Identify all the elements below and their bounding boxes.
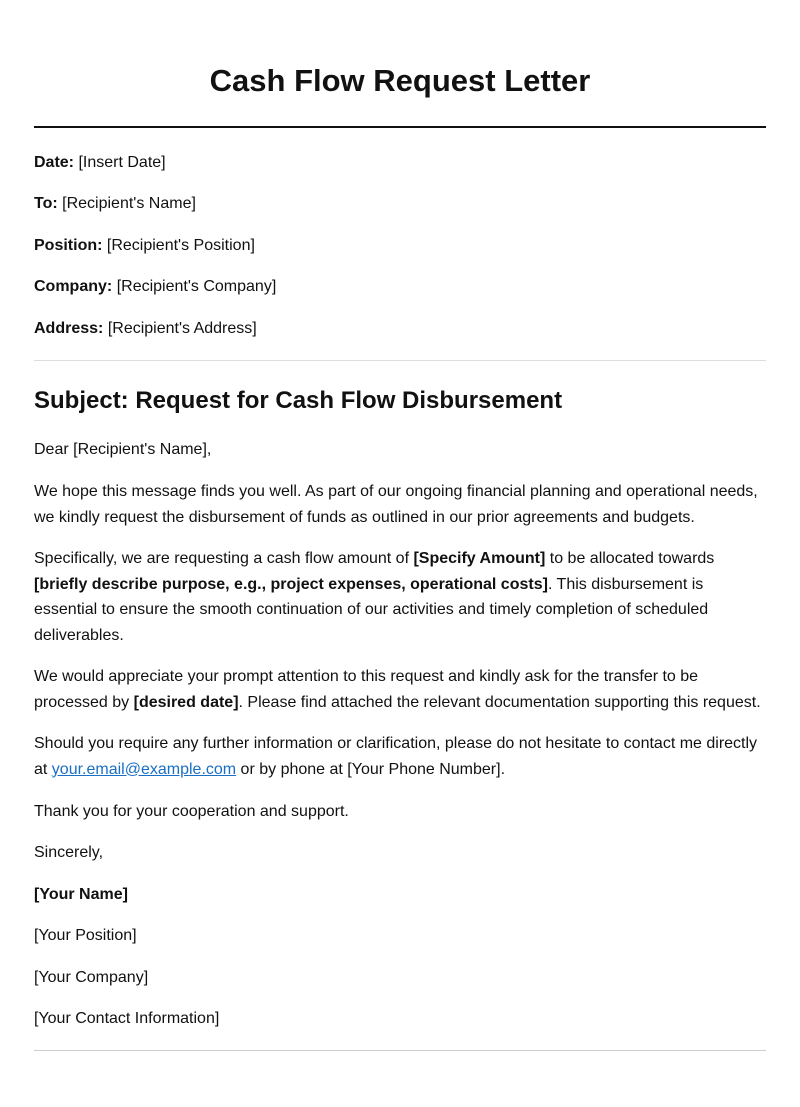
address-value: [Recipient's Address] xyxy=(107,320,257,337)
desired-date-placeholder: [desired date] xyxy=(133,693,239,711)
signature-contact: [Your Contact Information] xyxy=(34,1010,220,1027)
paragraph-1: We hope this message finds you well. As part of our ongoing financial planning and operational needs, we kindly request the disbursement of funds as outlined in our prior agreements and budgets. xyxy=(34,483,758,526)
signature-name xyxy=(34,882,766,908)
closing-line: Sincerely, xyxy=(34,844,104,861)
position-value: [Recipient's Position] xyxy=(106,237,255,254)
position-field xyxy=(34,233,766,259)
amount-placeholder: [Specify Amount] xyxy=(413,550,546,567)
paragraph-2-text-3: . This disbursement is essential to ensure the smooth continuation of our activities and timely completion of scheduled deliverables. xyxy=(34,575,709,644)
paragraph-2-text-2: to be allocated towards xyxy=(545,550,715,567)
footer-divider xyxy=(34,1050,766,1051)
paragraph-3 xyxy=(34,664,766,715)
company-label: Company: xyxy=(34,278,113,295)
paragraph-4 xyxy=(34,731,766,782)
subject-heading: Subject: Request for Cash Flow Disbursement xyxy=(34,387,563,414)
to-field xyxy=(34,191,766,217)
paragraph-4-text-2: or by phone at [Your Phone Number]. xyxy=(236,760,506,778)
to-label: To: xyxy=(34,195,58,212)
date-value: [Insert Date] xyxy=(78,154,166,171)
position-label: Position: xyxy=(34,237,103,254)
date-field xyxy=(34,150,766,176)
document-title: Cash Flow Request Letter xyxy=(209,63,591,98)
company-field xyxy=(34,274,766,300)
email-link[interactable]: your.email@example.com xyxy=(51,760,237,778)
company-value: [Recipient's Company] xyxy=(116,278,277,295)
address-label: Address: xyxy=(34,320,104,337)
paragraph-3-text-1: We would appreciate your prompt attention to this request and kindly ask for the transfer to be processed by xyxy=(34,668,699,711)
paragraph-4-text-1: Should you require any further information or clarification, please do not hesitate to contact me directly at xyxy=(34,735,758,778)
salutation: Dear [Recipient's Name], xyxy=(34,441,212,458)
signature-company: [Your Company] xyxy=(34,969,149,986)
thanks-line: Thank you for your cooperation and support. xyxy=(34,803,349,820)
paragraph-3-text-2: . Please find attached the relevant documentation supporting this request. xyxy=(238,693,761,711)
date-label: Date: xyxy=(34,154,75,171)
title-divider xyxy=(34,126,766,128)
purpose-placeholder: [briefly describe purpose, e.g., project expenses, operational costs] xyxy=(34,575,548,593)
header-divider xyxy=(34,360,766,361)
signature-position: [Your Position] xyxy=(34,927,137,944)
paragraph-2 xyxy=(34,546,766,648)
paragraph-2-text-1: Specifically, we are requesting a cash flow amount of xyxy=(34,550,414,567)
to-value: [Recipient's Name] xyxy=(62,195,196,212)
signature-name-text: [Your Name] xyxy=(34,886,128,903)
address-field xyxy=(34,316,766,342)
